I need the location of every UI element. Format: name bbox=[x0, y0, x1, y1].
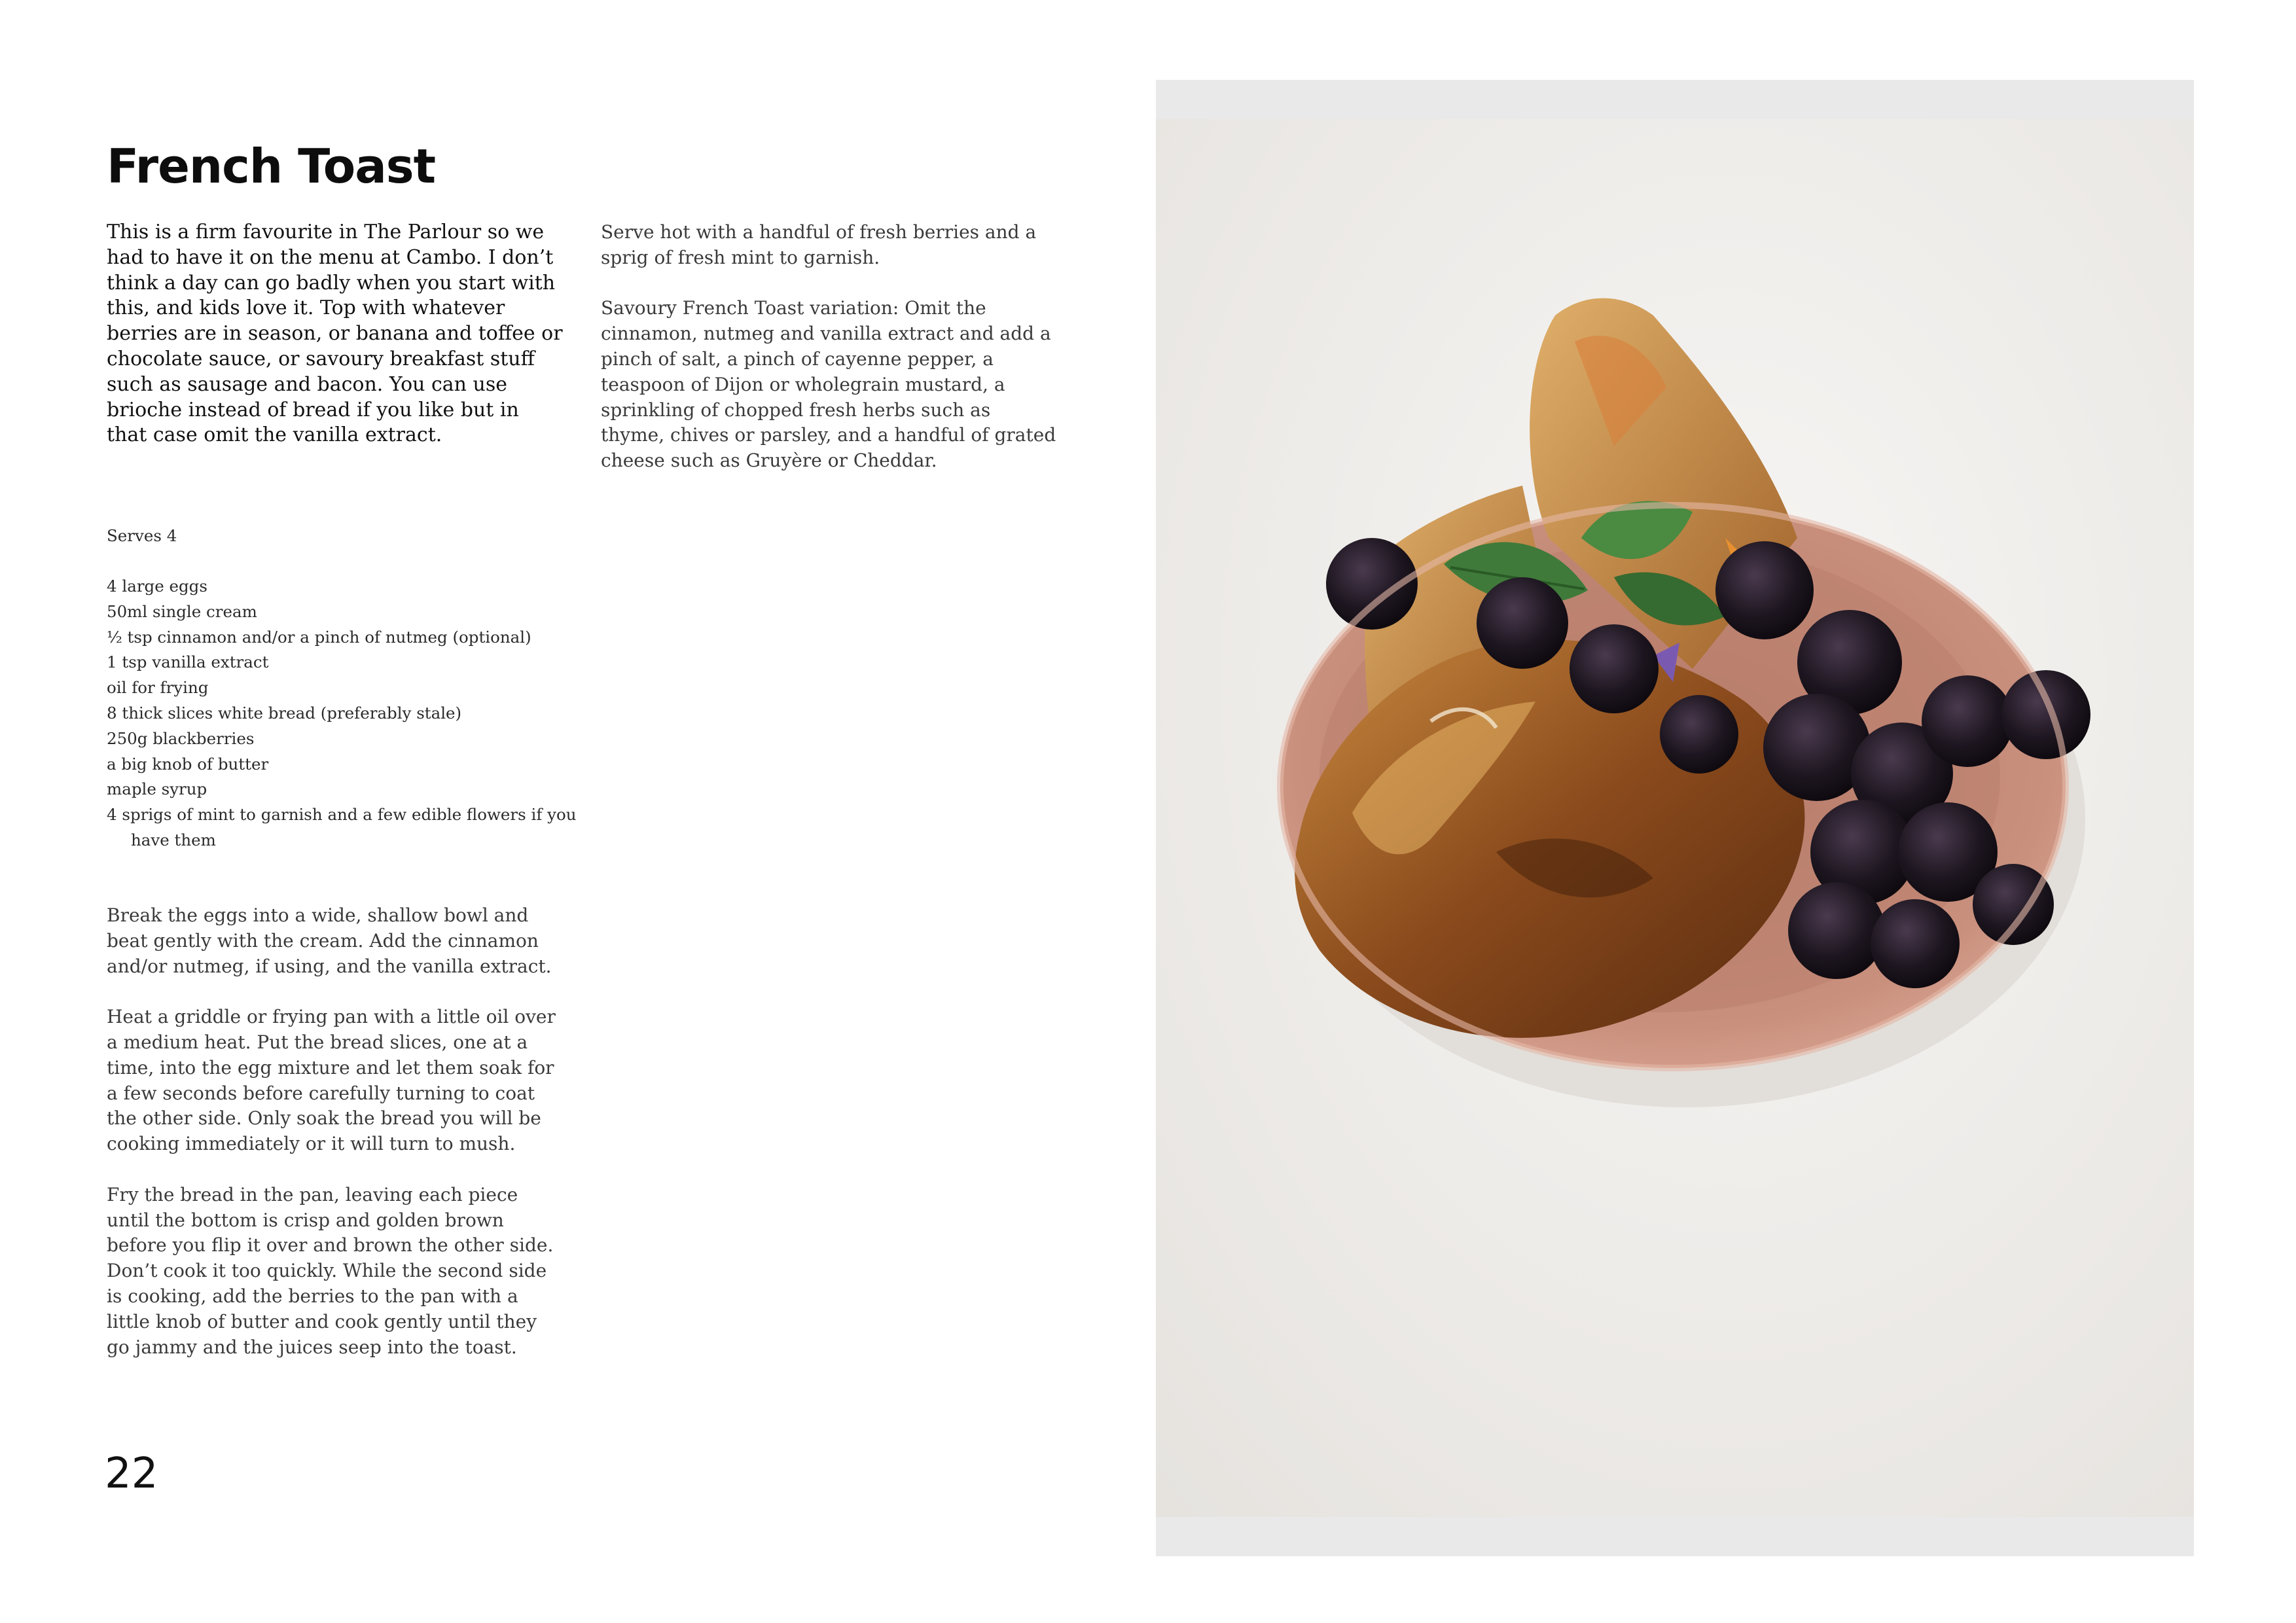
method-step: Heat a griddle or frying pan with a little oil over a medium heat. Put the bread slices, one at a time, into the egg mixture and let them soak for a few seconds before carefully turning to coat the other side. Only soak the bread you will be cooking immediately or it will turn to mush. bbox=[107, 1006, 556, 1155]
method-steps bbox=[107, 903, 565, 1385]
ingredient-item: 8 thick slices white bread (preferably stale) bbox=[107, 703, 462, 722]
method-step: Break the eggs into a wide, shallow bowl and beat gently with the cream. Add the cinnamon and/or nutmeg, if using, and the vanilla extract. bbox=[107, 904, 552, 977]
recipe-title: French Toast bbox=[107, 139, 436, 194]
ingredient-item: 250g blackberries bbox=[107, 728, 255, 748]
french-toast-illustration bbox=[1156, 80, 2194, 1556]
variation-note: Savoury French Toast variation: Omit the cinnamon, nutmeg and vanilla extract and add a pinch of salt, a pinch of cayenne pepper, a teaspoon of Dijon or wholegrain mustard, a sprinkling of chopped fresh herbs such as thyme, chives or parsley, and a handful of grated cheese such as Gruyère or Cheddar. bbox=[601, 297, 1056, 472]
ingredient-item: ½ tsp cinnamon and/or a pinch of nutmeg (optional) bbox=[107, 627, 531, 647]
serves-line: Serves 4 bbox=[107, 526, 177, 545]
ingredient-item: 1 tsp vanilla extract bbox=[107, 652, 269, 672]
ingredient-list bbox=[107, 574, 578, 853]
ingredient-item: maple syrup bbox=[107, 779, 207, 799]
method-step: Fry the bread in the pan, leaving each piece until the bottom is crisp and golden brown before you flip it over and brown the other side. Don’t cook it too quickly. While the second side is cooking, add the berries to the pan with a little knob of butter and cook gently until they go jammy and the juices seep into the toast. bbox=[107, 1183, 554, 1358]
ingredient-item: a big knob of butter bbox=[107, 754, 269, 774]
serving-note: Serve hot with a handful of fresh berries and a sprig of fresh mint to garnish. bbox=[601, 221, 1037, 268]
ingredient-item: 4 sprigs of mint to garnish and a few edible flowers if you have them bbox=[107, 805, 577, 849]
serving-column bbox=[601, 220, 1059, 499]
recipe-intro: This is a firm favourite in The Parlour so we had to have it on the menu at Cambo. I don’t think a day can go badly when you start with this, and kids love it. Top with whatever berries are in season, or banana and toffee or chocolate sauce, or savoury breakfast stuff such as sausage and bacon. You can use brioche instead of bread if you like but in that case omit the vanilla extract. bbox=[107, 221, 563, 447]
page-number: 22 bbox=[105, 1450, 158, 1498]
french-toast-photo bbox=[1156, 80, 2194, 1556]
ingredient-item: oil for frying bbox=[107, 678, 209, 698]
ingredient-item: 4 large eggs bbox=[107, 577, 207, 596]
ingredient-item: 50ml single cream bbox=[107, 601, 257, 621]
